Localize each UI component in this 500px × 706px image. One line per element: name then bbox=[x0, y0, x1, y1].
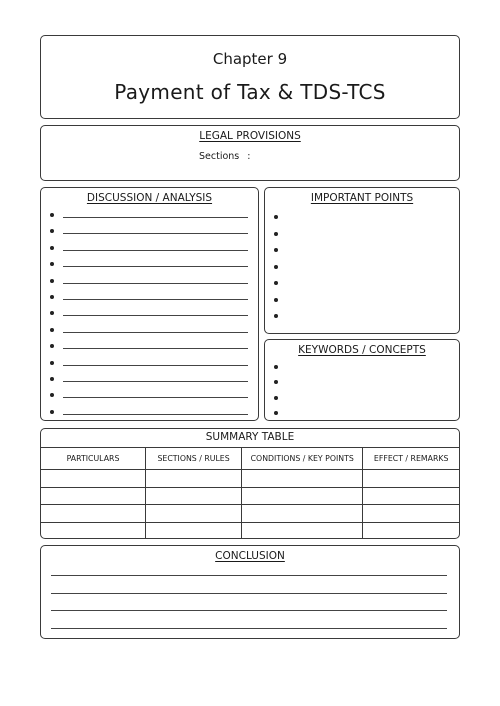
summary-table bbox=[41, 447, 459, 539]
writing-line bbox=[63, 283, 248, 284]
discussion-bullet-line bbox=[41, 404, 258, 420]
writing-line bbox=[63, 217, 248, 218]
important-point-bullet bbox=[265, 275, 459, 291]
table-cell bbox=[363, 470, 459, 488]
column-header-conditions: CONDITIONS / KEY POINTS bbox=[242, 448, 363, 470]
summary-table-heading bbox=[41, 431, 459, 443]
bullet-dot bbox=[50, 295, 54, 299]
sections-label: Sections bbox=[199, 151, 240, 162]
important-point-bullet bbox=[265, 259, 459, 275]
bullet-dot bbox=[274, 265, 278, 269]
table-cell bbox=[242, 522, 363, 539]
bullet-dot bbox=[50, 213, 54, 217]
bullet-dot bbox=[274, 248, 278, 252]
bullet-dot bbox=[274, 396, 278, 400]
conclusion-line bbox=[51, 628, 447, 629]
summary-table-box bbox=[40, 428, 460, 539]
conclusion-line bbox=[51, 575, 447, 576]
discussion-heading bbox=[41, 192, 258, 204]
summary-table-header-row bbox=[41, 448, 459, 470]
table-cell bbox=[146, 470, 242, 488]
bullet-dot bbox=[274, 411, 278, 415]
discussion-bullet-line bbox=[41, 322, 258, 338]
discussion-bullet-line bbox=[41, 207, 258, 223]
conclusion-heading bbox=[41, 550, 459, 562]
sections-colon: : bbox=[247, 151, 251, 162]
summary-table-heading-text: SUMMARY TABLE bbox=[205, 431, 295, 443]
bullet-dot bbox=[274, 232, 278, 236]
bullet-dot bbox=[50, 393, 54, 397]
bullet-dot bbox=[50, 311, 54, 315]
writing-line bbox=[63, 414, 248, 415]
writing-line bbox=[63, 397, 248, 398]
discussion-bullet-line bbox=[41, 273, 258, 289]
table-cell bbox=[146, 505, 242, 523]
bullet-dot bbox=[274, 298, 278, 302]
important-point-bullet bbox=[265, 242, 459, 258]
legal-provisions-heading bbox=[41, 130, 459, 142]
discussion-bullet-line bbox=[41, 289, 258, 305]
bullet-dot bbox=[50, 229, 54, 233]
table-row bbox=[41, 470, 459, 488]
column-header-sections-rules: SECTIONS / RULES bbox=[146, 448, 242, 470]
writing-line bbox=[63, 365, 248, 366]
discussion-bullet-line bbox=[41, 371, 258, 387]
keywords-heading-text: KEYWORDS / CONCEPTS bbox=[298, 344, 426, 356]
keyword-bullet bbox=[265, 405, 459, 421]
table-cell bbox=[146, 522, 242, 539]
table-row bbox=[41, 505, 459, 523]
conclusion-line bbox=[51, 593, 447, 594]
writing-line bbox=[63, 315, 248, 316]
conclusion-line bbox=[51, 610, 447, 611]
important-points-heading bbox=[265, 192, 459, 204]
column-header-particulars: PARTICULARS bbox=[41, 448, 146, 470]
important-points-box bbox=[264, 187, 460, 334]
discussion-bullet-line bbox=[41, 338, 258, 354]
table-cell bbox=[242, 487, 363, 505]
table-cell bbox=[146, 487, 242, 505]
bullet-dot bbox=[50, 344, 54, 348]
table-cell bbox=[41, 487, 146, 505]
writing-line bbox=[63, 348, 248, 349]
important-point-bullet bbox=[265, 209, 459, 225]
bullet-dot bbox=[274, 314, 278, 318]
writing-line bbox=[63, 250, 248, 251]
sections-row bbox=[199, 151, 250, 162]
important-point-bullet bbox=[265, 292, 459, 308]
table-cell bbox=[242, 470, 363, 488]
writing-line bbox=[63, 233, 248, 234]
discussion-bullet-line bbox=[41, 240, 258, 256]
page-title: Payment of Tax & TDS-TCS bbox=[114, 80, 386, 104]
important-point-bullet bbox=[265, 226, 459, 242]
conclusion-heading-text: CONCLUSION bbox=[215, 550, 285, 562]
writing-line bbox=[63, 266, 248, 267]
writing-line bbox=[63, 381, 248, 382]
important-points-heading-text: IMPORTANT POINTS bbox=[310, 192, 414, 204]
table-cell bbox=[41, 470, 146, 488]
table-cell bbox=[363, 522, 459, 539]
writing-line bbox=[63, 332, 248, 333]
table-cell bbox=[363, 505, 459, 523]
table-row bbox=[41, 522, 459, 539]
discussion-bullet-line bbox=[41, 305, 258, 321]
discussion-bullet-line bbox=[41, 387, 258, 403]
keyword-bullet bbox=[265, 390, 459, 406]
column-header-effect-remarks: EFFECT / REMARKS bbox=[363, 448, 459, 470]
discussion-bullet-line bbox=[41, 256, 258, 272]
bullet-dot bbox=[50, 377, 54, 381]
writing-line bbox=[63, 299, 248, 300]
discussion-bullet-line bbox=[41, 355, 258, 371]
keywords-concepts-box bbox=[264, 339, 460, 421]
legal-provisions-box bbox=[40, 125, 460, 181]
keyword-bullet bbox=[265, 359, 459, 375]
bullet-dot bbox=[50, 328, 54, 332]
title-box bbox=[40, 35, 460, 119]
table-cell bbox=[41, 505, 146, 523]
table-cell bbox=[363, 487, 459, 505]
chapter-label: Chapter 9 bbox=[212, 50, 288, 68]
bullet-dot bbox=[274, 380, 278, 384]
bullet-dot bbox=[50, 279, 54, 283]
bullet-dot bbox=[274, 365, 278, 369]
table-row bbox=[41, 487, 459, 505]
table-cell bbox=[242, 505, 363, 523]
conclusion-box bbox=[40, 545, 460, 639]
bullet-dot bbox=[274, 215, 278, 219]
discussion-bullet-line bbox=[41, 223, 258, 239]
discussion-analysis-box bbox=[40, 187, 259, 421]
keyword-bullet bbox=[265, 374, 459, 390]
keywords-heading bbox=[265, 344, 459, 356]
bullet-dot bbox=[50, 262, 54, 266]
bullet-dot bbox=[50, 246, 54, 250]
bullet-dot bbox=[274, 281, 278, 285]
discussion-heading-text: DISCUSSION / ANALYSIS bbox=[86, 192, 213, 204]
important-point-bullet bbox=[265, 308, 459, 324]
table-cell bbox=[41, 522, 146, 539]
bullet-dot bbox=[50, 361, 54, 365]
legal-provisions-heading-text: LEGAL PROVISIONS bbox=[199, 130, 301, 142]
bullet-dot bbox=[50, 410, 54, 414]
